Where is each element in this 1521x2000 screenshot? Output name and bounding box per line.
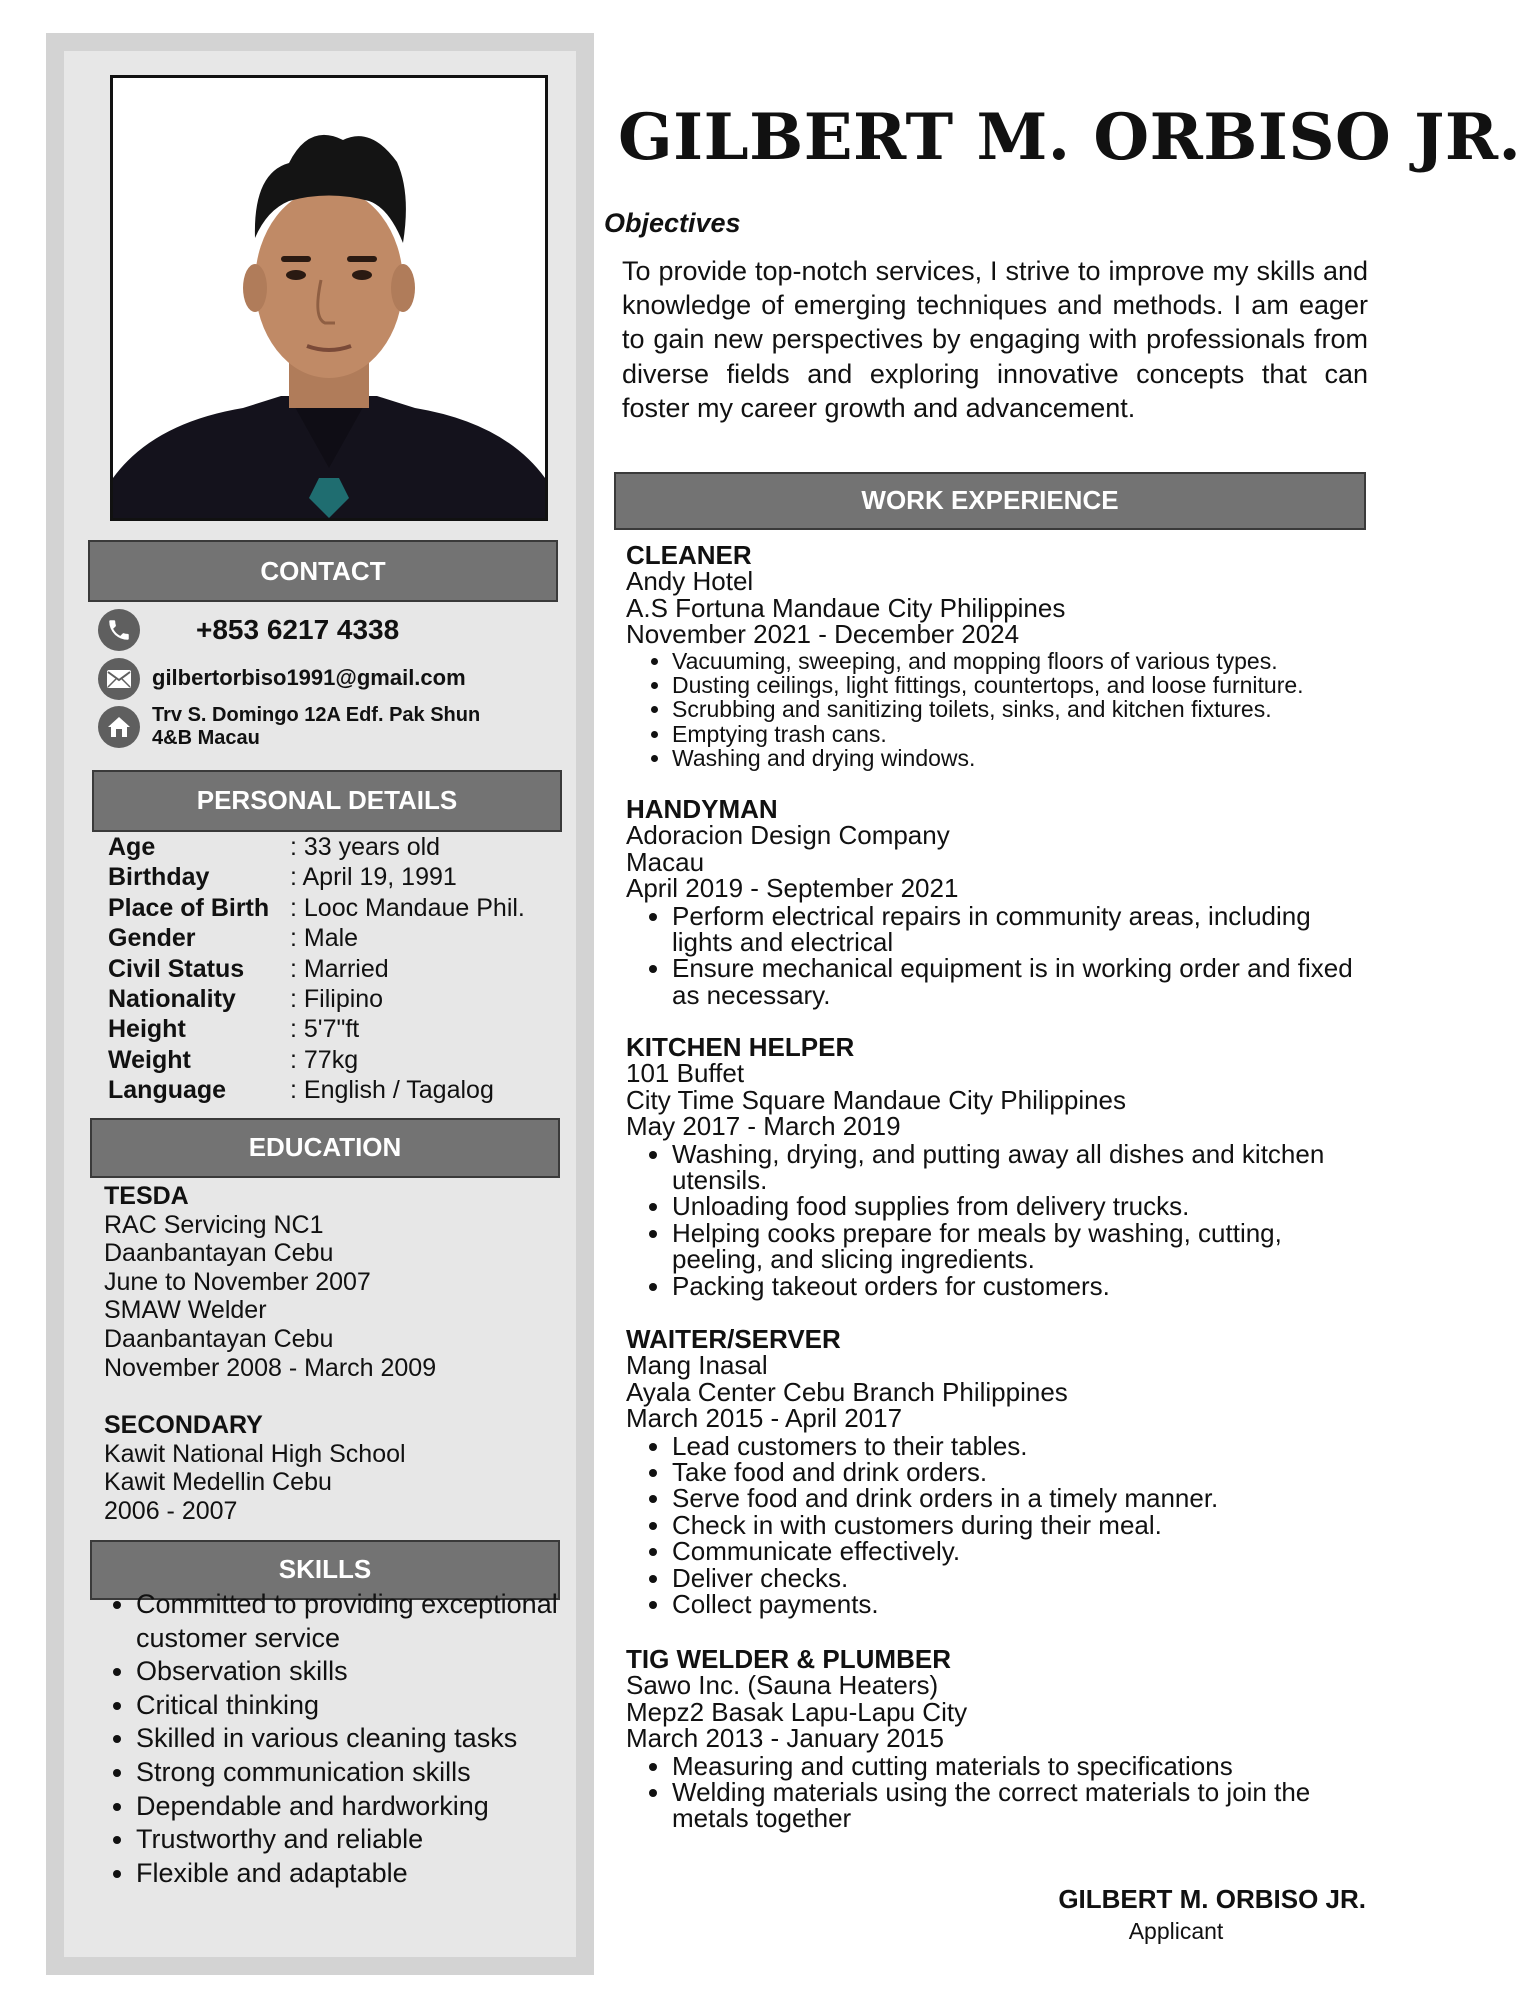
job-duty: • Check in with customers during their meal. — [672, 1512, 1376, 1538]
personal-detail-row — [108, 893, 525, 923]
personal-details-table — [108, 832, 525, 1106]
personal-details-header: PERSONAL DETAILS — [92, 770, 562, 832]
skill-item: • Dependable and hardworking — [136, 1790, 566, 1824]
detail-label: Birthday — [108, 863, 210, 892]
work-experience-header: WORK EXPERIENCE — [614, 472, 1366, 530]
skill-item: • Flexible and adaptable — [136, 1857, 566, 1891]
job-entry — [626, 1324, 1376, 1620]
detail-value: : 77kg — [290, 1045, 359, 1074]
job-entry — [626, 542, 1376, 771]
job-duty: • Washing and drying windows. — [672, 746, 1376, 770]
personal-detail-row — [108, 984, 525, 1014]
job-dates: May 2017 - March 2019 — [626, 1111, 901, 1142]
job-company: 101 Buffet — [626, 1058, 745, 1089]
skills-header: SKILLS — [90, 1540, 560, 1600]
job-dates: March 2015 - April 2017 — [626, 1403, 903, 1434]
job-duty: • Emptying trash cans. — [672, 722, 1376, 746]
job-duty: • Helping cooks prepare for meals by washing, cutting, peeling, and slicing ingredients. — [672, 1220, 1376, 1273]
education-title: SECONDARY — [104, 1411, 263, 1439]
job-title: HANDYMAN — [626, 794, 778, 824]
education-header: EDUCATION — [90, 1118, 560, 1178]
detail-value: : Looc Mandaue Phil. — [290, 893, 525, 922]
job-location: Ayala Center Cebu Branch Philippines — [626, 1376, 1068, 1407]
job-dates: November 2021 - December 2024 — [626, 619, 1020, 650]
job-entry — [626, 1646, 1376, 1832]
contact-phone: +853 6217 4338 — [196, 614, 400, 645]
personal-detail-row — [108, 1075, 525, 1105]
job-duties — [626, 649, 1376, 771]
detail-label: Gender — [108, 924, 196, 953]
skill-item: • Observation skills — [136, 1655, 566, 1689]
detail-value: : Male — [290, 924, 359, 953]
personal-detail-row — [108, 1045, 525, 1075]
job-title: TIG WELDER & PLUMBER — [626, 1644, 951, 1674]
job-duty: • Communicate effectively. — [672, 1538, 1376, 1564]
job-duty: • Collect payments. — [672, 1591, 1376, 1617]
applicant-name: GILBERT M. ORBISO JR. — [618, 100, 1521, 175]
education-secondary — [104, 1411, 406, 1525]
job-duty: • Packing takeout orders for customers. — [672, 1273, 1376, 1299]
contact-header: CONTACT — [88, 540, 558, 602]
signature-name: GILBERT M. ORBISO JR. — [1058, 1884, 1366, 1914]
education-line: Daanbantayan Cebu — [104, 1239, 334, 1268]
job-duty: • Scrubbing and sanitizing toilets, sinks, and kitchen fixtures. — [672, 697, 1376, 721]
job-entry — [626, 1034, 1376, 1299]
education-line: June to November 2007 — [104, 1267, 371, 1296]
education-line: RAC Servicing NC1 — [104, 1210, 324, 1239]
job-location: A.S Fortuna Mandaue City Philippines — [626, 592, 1066, 623]
education-line: Kawit National High School — [104, 1439, 406, 1468]
education-line: SMAW Welder — [104, 1296, 267, 1325]
envelope-icon — [98, 658, 140, 700]
profile-photo — [110, 75, 548, 521]
job-location: Macau — [626, 846, 705, 877]
job-duty: • Serve food and drink orders in a timely manner. — [672, 1485, 1376, 1511]
detail-label: Nationality — [108, 985, 236, 1014]
job-duty: • Perform electrical repairs in community areas, including lights and electrical — [672, 903, 1376, 956]
job-location: Mepz2 Basak Lapu-Lapu City — [626, 1696, 968, 1727]
detail-label: Age — [108, 833, 156, 861]
job-company: Adoracion Design Company — [626, 820, 950, 851]
skill-item: • Committed to providing exceptional customer service — [136, 1588, 566, 1655]
objectives-text: To provide top-notch services, I strive to improve my skills and knowledge of emerging techniques and methods. I am eager to gain new perspectives by engaging with professionals from diverse fields and exploring innovative concepts that can foster my career growth and advancement. — [622, 256, 1368, 423]
education-line: November 2008 - March 2009 — [104, 1353, 437, 1382]
job-duties — [626, 1138, 1376, 1301]
signature-role: Applicant — [1128, 1918, 1224, 1944]
detail-value: : 5'7"ft — [290, 1015, 360, 1044]
job-dates: April 2019 - September 2021 — [626, 873, 959, 904]
contact-address-line1: Trv S. Domingo 12A Edf. Pak Shun — [152, 704, 481, 726]
personal-detail-row — [108, 954, 525, 984]
detail-label: Weight — [108, 1045, 191, 1074]
skill-item: • Trustworthy and reliable — [136, 1823, 566, 1857]
job-duty: • Dusting ceilings, light fittings, countertops, and loose furniture. — [672, 673, 1376, 697]
job-title: KITCHEN HELPER — [626, 1032, 855, 1062]
job-company: Sawo Inc. (Sauna Heaters) — [626, 1670, 939, 1701]
job-location: City Time Square Mandaue City Philippines — [626, 1084, 1127, 1115]
contact-address-line2: 4&B Macau — [152, 727, 260, 749]
education-line: Daanbantayan Cebu — [104, 1324, 334, 1353]
personal-detail-row — [108, 862, 525, 892]
detail-label: Place of Birth — [108, 893, 270, 922]
detail-value: : Filipino — [290, 985, 384, 1014]
job-title: CLEANER — [626, 540, 752, 570]
education-line: 2006 - 2007 — [104, 1496, 238, 1525]
detail-label: Civil Status — [108, 954, 245, 983]
detail-value: : 33 years old — [290, 833, 441, 861]
job-duty: • Ensure mechanical equipment is in working order and fixed as necessary. — [672, 955, 1376, 1008]
education-tesda — [104, 1182, 436, 1382]
job-duties — [626, 1750, 1376, 1834]
job-duty: • Deliver checks. — [672, 1565, 1376, 1591]
personal-detail-row — [108, 832, 525, 862]
job-duty: • Lead customers to their tables. — [672, 1433, 1376, 1459]
education-title: TESDA — [104, 1182, 189, 1210]
detail-label: Height — [108, 1015, 186, 1044]
detail-label: Language — [108, 1076, 227, 1105]
job-duty: • Measuring and cutting materials to specifications — [672, 1753, 1376, 1779]
skill-item: • Critical thinking — [136, 1689, 566, 1723]
job-dates: March 2013 - January 2015 — [626, 1723, 944, 1754]
personal-detail-row — [108, 1014, 525, 1044]
detail-value: : April 19, 1991 — [290, 863, 457, 892]
phone-icon — [98, 609, 140, 651]
job-duties — [626, 1430, 1376, 1620]
personal-detail-row — [108, 923, 525, 953]
job-duty: • Welding materials using the correct materials to join the metals together — [672, 1779, 1376, 1832]
job-company: Andy Hotel — [626, 566, 754, 597]
job-duty: • Vacuuming, sweeping, and mopping floors of various types. — [672, 649, 1376, 673]
skill-item: • Skilled in various cleaning tasks — [136, 1722, 566, 1756]
job-duty: • Unloading food supplies from delivery trucks. — [672, 1193, 1376, 1219]
job-entry — [626, 796, 1376, 1008]
education-line: Kawit Medellin Cebu — [104, 1468, 332, 1497]
job-duty: • Washing, drying, and putting away all dishes and kitchen utensils. — [672, 1141, 1376, 1194]
home-icon — [98, 706, 140, 748]
skills-list — [104, 1588, 566, 1890]
contact-email: gilbertorbiso1991@gmail.com — [152, 665, 466, 690]
detail-value: : English / Tagalog — [290, 1076, 494, 1105]
job-title: WAITER/SERVER — [626, 1324, 841, 1354]
detail-value: : Married — [290, 954, 389, 983]
job-duties — [626, 900, 1376, 1010]
objectives-title: Objectives — [604, 208, 741, 238]
job-company: Mang Inasal — [626, 1350, 768, 1381]
job-duty: • Take food and drink orders. — [672, 1459, 1376, 1485]
skill-item: • Strong communication skills — [136, 1756, 566, 1790]
